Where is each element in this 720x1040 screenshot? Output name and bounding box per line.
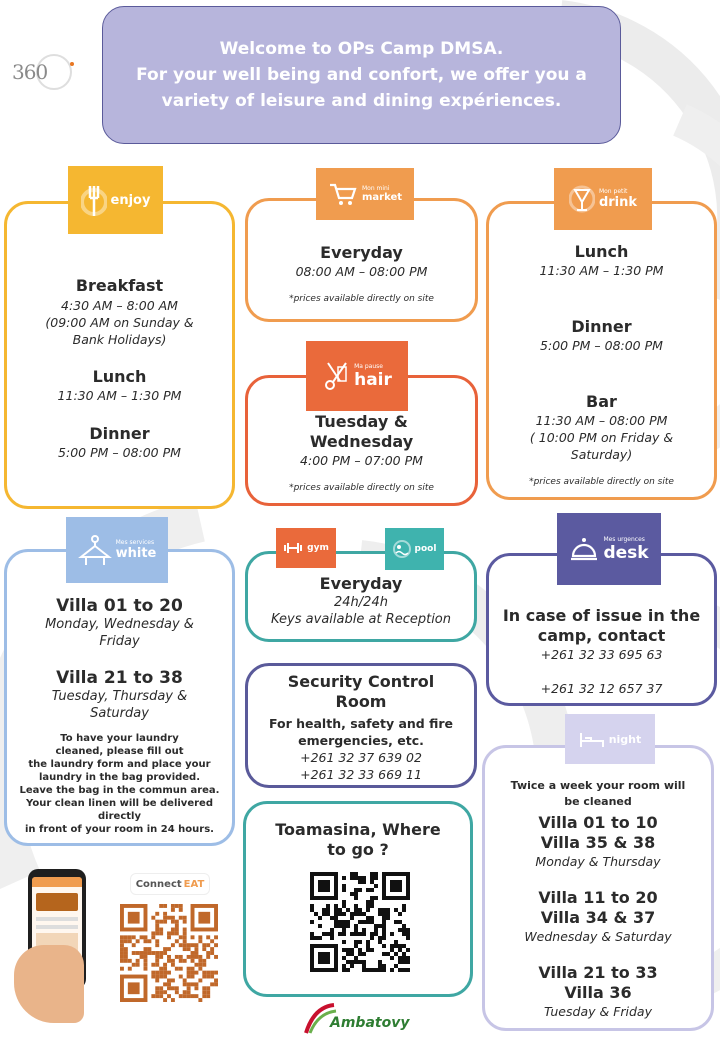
desk-small: Mes urgences: [603, 535, 645, 543]
night-label: night: [608, 732, 642, 746]
drink-small: Mon petit: [598, 188, 628, 195]
market-time: 08:00 AM – 08:00 PM: [295, 264, 428, 279]
laundry-villa-2-days-1: Tuesday, Thursday &: [51, 689, 188, 704]
night-group-2b: Villa 34 & 37: [540, 908, 656, 927]
security-title-1: Security Control: [287, 672, 435, 691]
desk-tag: [557, 513, 661, 585]
toamasina-title-1: Toamasina, Where: [275, 820, 441, 839]
bar-note-1: ( 10:00 PM on Friday &: [529, 430, 674, 445]
hair-tag: [306, 341, 408, 411]
laundry-instruction-line: Your clean linen will be delivered: [26, 798, 213, 809]
security-sub-1: For health, safety and fire: [268, 716, 453, 731]
security-phone-2: +261 32 33 669 11: [300, 767, 422, 782]
pool-tag: [385, 528, 444, 570]
drink-label: drink: [598, 195, 638, 210]
bar-note-2: Saturday): [570, 447, 633, 462]
desk-title-1: In case of issue in the: [502, 606, 701, 625]
pool-label: pool: [414, 544, 437, 554]
housekeeping-card: [482, 745, 714, 1031]
hair-title-1: Tuesday &: [315, 412, 408, 431]
gym-pool-hours: 24h/24h: [334, 595, 388, 610]
dinner-time: 5:00 PM – 08:00 PM: [58, 445, 181, 460]
market-small: Mon mini: [361, 185, 390, 192]
night-group-3b: Villa 36: [564, 983, 632, 1002]
laundry-instruction-line: in front of your room in 24 hours.: [25, 824, 214, 835]
welcome-line-2: For your well being and confort, we offer you a: [136, 65, 587, 85]
logo-360: [8, 52, 78, 92]
laundry-instruction-line: laundry in the bag provided.: [38, 772, 201, 783]
market-note: *prices available directly on site: [289, 294, 434, 304]
night-group-1-days: Monday & Thursday: [535, 854, 661, 869]
logo-text: 360: [12, 60, 48, 84]
laundry-villa-1: Villa 01 to 20: [56, 596, 183, 616]
enjoy-card: [4, 201, 235, 509]
cart-icon: [328, 181, 358, 207]
security-card: [245, 663, 477, 788]
dumbbell-icon: [283, 541, 303, 555]
breakfast-note-1: (09:00 AM on Sunday &: [45, 315, 194, 330]
enjoy-label: enjoy: [110, 192, 151, 208]
gym-pool-keys: Keys available at Reception: [271, 612, 451, 627]
drink-note: *prices available directly on site: [529, 477, 674, 487]
bell-icon: [569, 534, 599, 564]
connect-eat-label-1: Connect: [135, 878, 182, 890]
market-title: Everyday: [320, 243, 403, 262]
laundry-instruction-line: To have your laundry: [60, 733, 179, 744]
gym-tag: [276, 528, 336, 568]
security-phone-1: +261 32 37 639 02: [300, 750, 422, 765]
gym-label: gym: [307, 543, 329, 553]
laundry-instruction-line: Leave the bag in the commun area.: [19, 785, 220, 796]
night-tag: [565, 714, 655, 764]
connect-eat-qr-code[interactable]: [120, 904, 218, 1002]
laundry-villa-2: Villa 21 to 38: [56, 668, 183, 688]
market-label: market: [361, 192, 403, 203]
glass-icon: [569, 182, 595, 216]
enjoy-tag: [68, 166, 163, 234]
welcome-line-3: variety of leisure and dining expériences.: [161, 91, 562, 111]
connect-eat-label-2: EAT: [183, 878, 205, 890]
hair-title-2: Wednesday: [309, 432, 414, 451]
desk-title-2: camp, contact: [537, 626, 666, 645]
night-group-1a: Villa 01 to 10: [538, 813, 658, 832]
desk-phone-2: +261 32 12 657 37: [540, 681, 663, 696]
welcome-line-1: Welcome to OPs Camp DMSA.: [219, 39, 504, 59]
drink-lunch-time: 11:30 AM – 1:30 PM: [539, 263, 664, 278]
laundry-card: [4, 549, 235, 846]
night-group-1b: Villa 35 & 38: [540, 833, 656, 852]
laundry-instructions: [7, 732, 232, 836]
phone-mockup: [14, 865, 114, 1025]
security-sub-2: emergencies, etc.: [298, 733, 424, 748]
night-group-3-days: Tuesday & Friday: [544, 1004, 652, 1019]
hair-time: 4:00 PM – 07:00 PM: [300, 453, 423, 468]
gym-pool-title: Everyday: [319, 574, 403, 593]
night-group-3a: Villa 21 to 33: [538, 963, 658, 982]
laundry-instruction-line: cleaned, please fill out: [55, 746, 184, 757]
hand-shape: [14, 945, 84, 1023]
night-intro-2: be cleaned: [564, 795, 632, 808]
welcome-banner: [102, 6, 621, 144]
dinner-heading: Dinner: [89, 424, 150, 443]
market-tag: [316, 168, 414, 220]
toamasina-qr-code[interactable]: [310, 872, 410, 972]
hair-label: hair: [354, 369, 392, 390]
hair-note: *prices available directly on site: [289, 483, 434, 493]
drink-dinner-time: 5:00 PM – 08:00 PM: [540, 338, 663, 353]
fork-icon: [81, 180, 107, 220]
night-group-2-days: Wednesday & Saturday: [524, 929, 672, 944]
breakfast-heading: Breakfast: [75, 276, 164, 295]
bar-heading: Bar: [586, 392, 617, 411]
connect-eat-logo: [130, 873, 210, 895]
hanger-icon: [78, 533, 112, 567]
scissors-icon: [322, 359, 350, 393]
white-tag: [66, 517, 168, 583]
ambatovy-logo: [300, 1003, 430, 1037]
drink-card: [486, 201, 717, 500]
bed-icon: [579, 729, 605, 749]
lunch-heading: Lunch: [92, 367, 147, 386]
swimmer-icon: [393, 540, 411, 558]
white-small: Mes services: [115, 539, 155, 546]
drink-lunch-heading: Lunch: [574, 242, 629, 261]
toamasina-title-2: to go ?: [327, 840, 389, 859]
lunch-time: 11:30 AM – 1:30 PM: [57, 388, 182, 403]
laundry-instruction-line: the laundry form and place your: [28, 759, 211, 770]
security-title-2: Room: [335, 692, 387, 711]
hair-small: Ma pause: [354, 362, 383, 370]
laundry-instruction-line: directly: [98, 811, 141, 822]
night-group-2a: Villa 11 to 20: [538, 888, 658, 907]
bar-time: 11:30 AM – 08:00 PM: [535, 413, 668, 428]
laundry-villa-2-days-2: Saturday: [90, 706, 149, 721]
drink-tag: [554, 168, 652, 230]
white-label: white: [115, 546, 157, 561]
laundry-villa-1-days-1: Monday, Wednesday &: [45, 617, 194, 632]
night-intro-1: Twice a week your room will: [510, 779, 686, 792]
desk-phone-1: +261 32 33 695 63: [540, 647, 663, 662]
ambatovy-text: Ambatovy: [330, 1015, 410, 1031]
breakfast-time: 4:30 AM – 8:00 AM: [61, 298, 178, 313]
drink-dinner-heading: Dinner: [571, 317, 632, 336]
desk-label: desk: [603, 542, 649, 563]
laundry-villa-1-days-2: Friday: [99, 634, 140, 649]
breakfast-note-2: Bank Holidays): [72, 332, 167, 347]
